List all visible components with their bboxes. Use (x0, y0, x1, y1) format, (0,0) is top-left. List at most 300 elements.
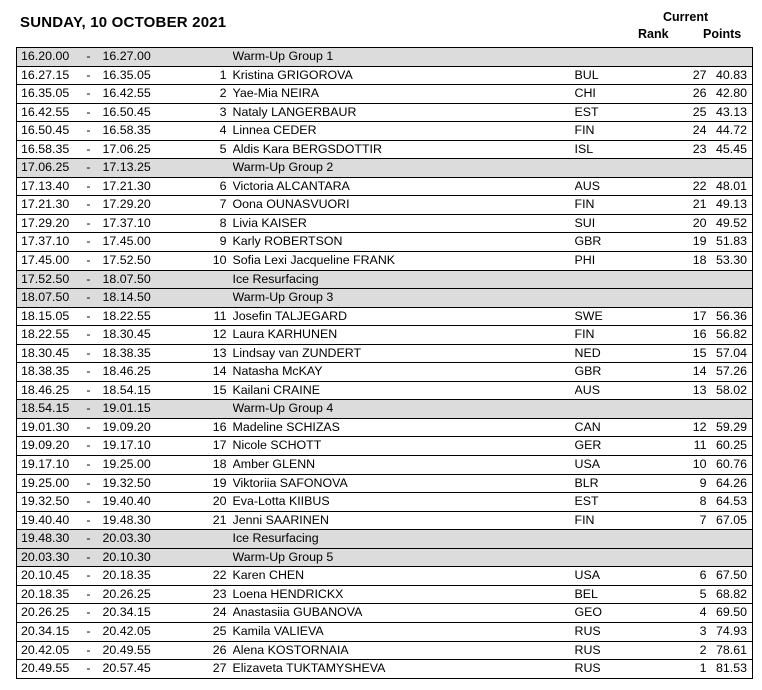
start-time: 16.50.45 (21, 123, 70, 138)
nation: PHI (574, 253, 596, 268)
time-separator: - (75, 289, 103, 308)
nation: USA (574, 457, 600, 472)
skater-name: Warm-Up Group 1 (233, 48, 575, 67)
nation: AUS (574, 382, 600, 397)
time-separator: - (86, 86, 91, 101)
nation: FIN (574, 327, 595, 342)
start-time: 17.52.50 (17, 270, 75, 289)
skater-name: Karen CHEN (232, 568, 305, 583)
end-time: 19.40.40 (102, 494, 151, 509)
skater-name: Karly ROBERTSON (232, 234, 343, 249)
table-row (17, 660, 753, 679)
schedule-body (17, 48, 753, 679)
current-points: 59.29 (715, 419, 747, 434)
time-separator: - (86, 512, 91, 527)
start-time: 18.54.15 (17, 400, 75, 419)
skater-name: Viktoriia SAFONOVA (232, 475, 348, 490)
group-row (17, 548, 753, 567)
end-time: 20.42.05 (102, 623, 151, 638)
nation: AUS (574, 178, 600, 193)
current-rank: 24 (692, 123, 707, 138)
skater-name: Lindsay van ZUNDERT (232, 345, 362, 360)
start-number: 10 (212, 253, 227, 268)
start-time: 18.30.45 (21, 345, 70, 360)
table-row (17, 177, 753, 196)
skater-name: Amber GLENN (232, 457, 316, 472)
skater-name: Laura KARHUNEN (232, 327, 338, 342)
end-time: 19.48.30 (102, 512, 151, 527)
current-rank: 10 (692, 457, 707, 472)
start-number: 7 (219, 197, 227, 212)
time-separator: - (86, 623, 91, 638)
current-points: 60.25 (715, 438, 747, 453)
nation: BEL (574, 586, 598, 601)
current-rank: 16 (692, 327, 707, 342)
end-time: 18.54.15 (102, 382, 151, 397)
skater-name: Ice Resurfacing (233, 270, 575, 289)
skater-name: Linnea CEDER (232, 123, 317, 138)
current-rank: 12 (692, 419, 707, 434)
end-time: 16.42.55 (102, 86, 151, 101)
end-time: 16.58.35 (102, 123, 151, 138)
start-time: 17.21.30 (21, 197, 70, 212)
skater-name: Natasha McKAY (232, 364, 323, 379)
start-number: 16 (212, 419, 227, 434)
table-row (17, 344, 753, 363)
nation: GBR (574, 364, 602, 379)
end-time: 16.27.00 (103, 48, 199, 67)
skater-name: Livia KAISER (232, 215, 307, 230)
skater-name: Alena KOSTORNAIA (232, 642, 349, 657)
start-time: 16.42.55 (21, 104, 70, 119)
end-time: 17.52.50 (102, 253, 151, 268)
start-time: 19.40.40 (21, 512, 70, 527)
current-rank: 5 (699, 586, 707, 601)
start-time: 20.03.30 (17, 548, 75, 567)
start-time: 17.06.25 (17, 159, 75, 178)
table-row (17, 140, 753, 159)
start-time: 16.20.00 (17, 48, 75, 67)
start-number: 22 (212, 568, 227, 583)
table-row (17, 381, 753, 400)
nation: RUS (574, 661, 601, 676)
end-time: 16.50.45 (102, 104, 151, 119)
start-time: 18.38.35 (21, 364, 70, 379)
group-row (17, 48, 753, 67)
end-time: 20.18.35 (102, 568, 151, 583)
time-separator: - (75, 270, 103, 289)
start-time: 20.49.55 (21, 661, 70, 676)
time-separator: - (86, 67, 91, 82)
current-header: Current (663, 10, 709, 24)
nation: RUS (574, 642, 601, 657)
skater-name: Warm-Up Group 4 (233, 400, 575, 419)
current-points: 68.82 (715, 586, 747, 601)
current-rank: 18 (692, 253, 707, 268)
start-time: 19.25.00 (21, 475, 70, 490)
current-points (707, 548, 753, 567)
end-time: 17.29.20 (102, 197, 151, 212)
table-row (17, 474, 753, 493)
nation: BLR (574, 475, 599, 490)
skater-name: Kamila VALIEVA (232, 623, 324, 638)
time-separator: - (86, 308, 91, 323)
table-row (17, 122, 753, 141)
skater-name: Victoria ALCANTARA (232, 178, 350, 193)
table-row (17, 66, 753, 85)
start-time: 19.01.30 (21, 419, 70, 434)
end-time: 17.13.25 (103, 159, 199, 178)
time-separator: - (86, 568, 91, 583)
start-time: 18.22.55 (21, 327, 70, 342)
end-time: 18.30.45 (102, 327, 151, 342)
time-separator: - (86, 345, 91, 360)
table-row (17, 585, 753, 604)
current-points (707, 48, 753, 67)
current-points: 42.80 (715, 86, 747, 101)
current-points: 67.50 (715, 568, 747, 583)
nation (575, 48, 653, 67)
table-row (17, 307, 753, 326)
current-rank: 13 (692, 382, 707, 397)
start-number: 6 (219, 178, 227, 193)
start-number: 11 (213, 308, 227, 323)
table-row (17, 252, 753, 271)
start-number: 26 (212, 642, 227, 657)
current-points: 81.53 (715, 661, 747, 676)
start-time: 19.32.50 (21, 494, 70, 509)
table-row (17, 214, 753, 233)
time-separator: - (75, 548, 103, 567)
table-row (17, 511, 753, 530)
current-rank: 11 (693, 438, 707, 453)
time-separator: - (86, 475, 91, 490)
start-number (199, 400, 233, 419)
time-separator: - (86, 605, 91, 620)
start-number: 5 (219, 141, 227, 156)
current-points: 57.04 (715, 345, 747, 360)
current-points (707, 400, 753, 419)
current-points: 60.76 (715, 457, 747, 472)
current-points: 49.13 (715, 197, 747, 212)
time-separator: - (86, 197, 91, 212)
table-row (17, 363, 753, 382)
start-number: 1 (219, 67, 227, 82)
start-number: 18 (212, 457, 227, 472)
start-time: 19.48.30 (17, 530, 75, 549)
start-number: 25 (212, 623, 227, 638)
current-rank: 14 (692, 364, 707, 379)
skater-name: Anastasiia GUBANOVA (232, 605, 363, 620)
start-number: 13 (212, 345, 227, 360)
end-time: 17.37.10 (102, 215, 151, 230)
end-time: 20.10.30 (103, 548, 199, 567)
start-number: 27 (212, 661, 227, 676)
current-points: 78.61 (715, 642, 747, 657)
start-number: 15 (212, 382, 227, 397)
table-row (17, 641, 753, 660)
time-separator: - (75, 159, 103, 178)
nation: RUS (574, 623, 601, 638)
current-rank: 26 (692, 86, 707, 101)
table-row (17, 103, 753, 122)
start-time: 20.18.35 (21, 586, 70, 601)
skater-name: Yae-Mia NEIRA (232, 86, 320, 101)
start-number: 2 (219, 86, 227, 101)
skater-name: Jenni SAARINEN (232, 512, 329, 527)
skater-name: Josefin TALJEGARD (232, 308, 348, 323)
end-time: 18.38.35 (102, 345, 151, 360)
skater-name: Elizaveta TUKTAMYSHEVA (232, 661, 386, 676)
current-rank: 19 (692, 234, 707, 249)
group-row (17, 400, 753, 419)
nation: EST (574, 104, 599, 119)
nation: ISL (574, 141, 594, 156)
end-time: 16.35.05 (102, 67, 151, 82)
start-time: 17.45.00 (21, 253, 70, 268)
start-time: 20.10.45 (21, 568, 70, 583)
end-time: 20.49.55 (102, 642, 151, 657)
current-rank (653, 548, 707, 567)
time-separator: - (75, 400, 103, 419)
time-separator: - (86, 661, 91, 676)
current-points (707, 289, 753, 308)
current-points: 53.30 (715, 253, 747, 268)
time-separator: - (86, 382, 91, 397)
current-points: 49.52 (715, 215, 747, 230)
current-rank (653, 289, 707, 308)
start-number (199, 270, 233, 289)
current-points: 51.83 (715, 234, 747, 249)
time-separator: - (86, 215, 91, 230)
current-points (707, 159, 753, 178)
time-separator: - (86, 438, 91, 453)
nation (575, 289, 653, 308)
current-points: 58.02 (715, 382, 747, 397)
start-time: 16.35.05 (21, 86, 70, 101)
nation: SWE (574, 308, 603, 323)
table-row (17, 85, 753, 104)
current-rank (653, 530, 707, 549)
table-row (17, 493, 753, 512)
start-number (199, 289, 233, 308)
current-rank: 25 (692, 104, 707, 119)
end-time: 18.14.50 (103, 289, 199, 308)
time-separator: - (86, 104, 91, 119)
start-time: 17.29.20 (21, 215, 70, 230)
current-points (707, 530, 753, 549)
nation: GBR (574, 234, 602, 249)
nation (575, 270, 653, 289)
nation (575, 530, 653, 549)
current-rank: 3 (699, 623, 707, 638)
nation: GEO (574, 605, 603, 620)
points-header: Points (703, 27, 742, 41)
end-time: 19.17.10 (102, 438, 151, 453)
start-time: 20.34.15 (21, 623, 70, 638)
current-points: 40.83 (715, 67, 747, 82)
start-time: 17.13.40 (21, 178, 70, 193)
nation: FIN (574, 512, 595, 527)
skater-name: Kailani CRAINE (232, 382, 320, 397)
current-points: 44.72 (715, 123, 747, 138)
current-points: 64.53 (715, 494, 747, 509)
group-row (17, 530, 753, 549)
time-separator: - (86, 123, 91, 138)
skater-name: Oona OUNASVUORI (232, 197, 350, 212)
start-number: 4 (219, 123, 227, 138)
start-time: 18.07.50 (17, 289, 75, 308)
end-time: 19.25.00 (102, 457, 151, 472)
current-rank: 15 (692, 345, 707, 360)
end-time: 18.46.25 (102, 364, 151, 379)
time-separator: - (86, 494, 91, 509)
start-time: 18.15.05 (21, 308, 70, 323)
start-number: 23 (212, 586, 227, 601)
start-number: 12 (212, 327, 227, 342)
start-time: 19.17.10 (21, 457, 70, 472)
table-row (17, 326, 753, 345)
time-separator: - (86, 141, 91, 156)
skater-name: Loena HENDRICKX (232, 586, 344, 601)
end-time: 19.32.50 (102, 475, 151, 490)
current-rank: 20 (692, 215, 707, 230)
current-rank: 6 (699, 568, 707, 583)
start-number (199, 159, 233, 178)
current-rank: 22 (692, 178, 707, 193)
start-time: 20.42.05 (21, 642, 70, 657)
skater-name: Eva-Lotta KIIBUS (232, 494, 330, 509)
current-points: 45.45 (715, 141, 747, 156)
start-time: 19.09.20 (21, 438, 70, 453)
current-points: 67.05 (715, 512, 747, 527)
rank-header: Rank (638, 27, 669, 41)
table-row (17, 456, 753, 475)
end-time: 20.34.15 (102, 605, 151, 620)
time-separator: - (75, 530, 103, 549)
current-points: 48.01 (715, 178, 747, 193)
end-time: 19.01.15 (103, 400, 199, 419)
group-row (17, 289, 753, 308)
skater-name: Nicole SCHOTT (232, 438, 322, 453)
nation: CAN (574, 419, 601, 434)
nation (575, 400, 653, 419)
skater-name: Nataly LANGERBAUR (232, 104, 357, 119)
time-separator: - (86, 234, 91, 249)
nation: GER (574, 438, 602, 453)
skater-name: Warm-Up Group 2 (233, 159, 575, 178)
time-separator: - (86, 457, 91, 472)
current-points (707, 270, 753, 289)
time-separator: - (86, 253, 91, 268)
end-time: 19.09.20 (102, 419, 151, 434)
end-time: 20.26.25 (102, 586, 151, 601)
end-time: 17.21.30 (102, 178, 151, 193)
current-points: 69.50 (715, 605, 747, 620)
current-rank (653, 400, 707, 419)
nation: USA (574, 568, 600, 583)
skater-name: Aldis Kara BERGSDOTTIR (232, 141, 382, 156)
start-number: 14 (212, 364, 227, 379)
start-time: 16.58.35 (21, 141, 70, 156)
current-rank (653, 159, 707, 178)
schedule-table (16, 47, 753, 679)
end-time: 17.06.25 (102, 141, 151, 156)
current-rank: 9 (699, 475, 707, 490)
start-number: 19 (212, 475, 227, 490)
nation: EST (574, 494, 599, 509)
time-separator: - (86, 642, 91, 657)
nation: CHI (574, 86, 596, 101)
start-number: 21 (212, 512, 227, 527)
end-time: 20.03.30 (103, 530, 199, 549)
current-points: 74.93 (715, 623, 747, 638)
skater-name: Madeline SCHIZAS (232, 419, 340, 434)
end-time: 20.57.45 (102, 661, 151, 676)
nation: BUL (574, 67, 599, 82)
start-number: 9 (219, 234, 227, 249)
nation (575, 548, 653, 567)
start-number: 17 (212, 438, 227, 453)
current-points: 56.36 (715, 308, 747, 323)
nation: NED (574, 345, 601, 360)
table-row (17, 418, 753, 437)
time-separator: - (75, 48, 103, 67)
time-separator: - (86, 364, 91, 379)
nation (575, 159, 653, 178)
start-number: 8 (219, 215, 227, 230)
skater-name: Warm-Up Group 5 (233, 548, 575, 567)
start-number (199, 548, 233, 567)
start-number: 3 (219, 104, 227, 119)
table-row (17, 604, 753, 623)
table-row (17, 233, 753, 252)
end-time: 18.22.55 (102, 308, 151, 323)
current-rank (653, 48, 707, 67)
start-time: 17.37.10 (21, 234, 70, 249)
current-rank: 27 (692, 67, 707, 82)
group-row (17, 270, 753, 289)
start-time: 20.26.25 (21, 605, 70, 620)
table-row (17, 622, 753, 641)
current-rank: 21 (692, 197, 707, 212)
current-rank (653, 270, 707, 289)
current-points: 43.13 (715, 104, 747, 119)
skater-name: Ice Resurfacing (233, 530, 575, 549)
start-number (199, 48, 233, 67)
skater-name: Sofia Lexi Jacqueline FRANK (232, 253, 396, 268)
current-rank: 23 (692, 141, 707, 156)
start-number (199, 530, 233, 549)
start-number: 24 (212, 605, 227, 620)
nation: FIN (574, 123, 595, 138)
current-rank: 4 (699, 605, 707, 620)
start-time: 18.46.25 (21, 382, 70, 397)
current-rank: 1 (699, 661, 707, 676)
nation: FIN (574, 197, 595, 212)
start-number: 20 (212, 494, 227, 509)
time-separator: - (86, 327, 91, 342)
time-separator: - (86, 586, 91, 601)
current-points: 57.26 (715, 364, 747, 379)
skater-name: Kristina GRIGOROVA (232, 67, 353, 82)
time-separator: - (86, 178, 91, 193)
table-row (17, 196, 753, 215)
current-rank: 7 (699, 512, 707, 527)
nation: SUI (574, 215, 596, 230)
end-time: 18.07.50 (103, 270, 199, 289)
table-row (17, 567, 753, 586)
